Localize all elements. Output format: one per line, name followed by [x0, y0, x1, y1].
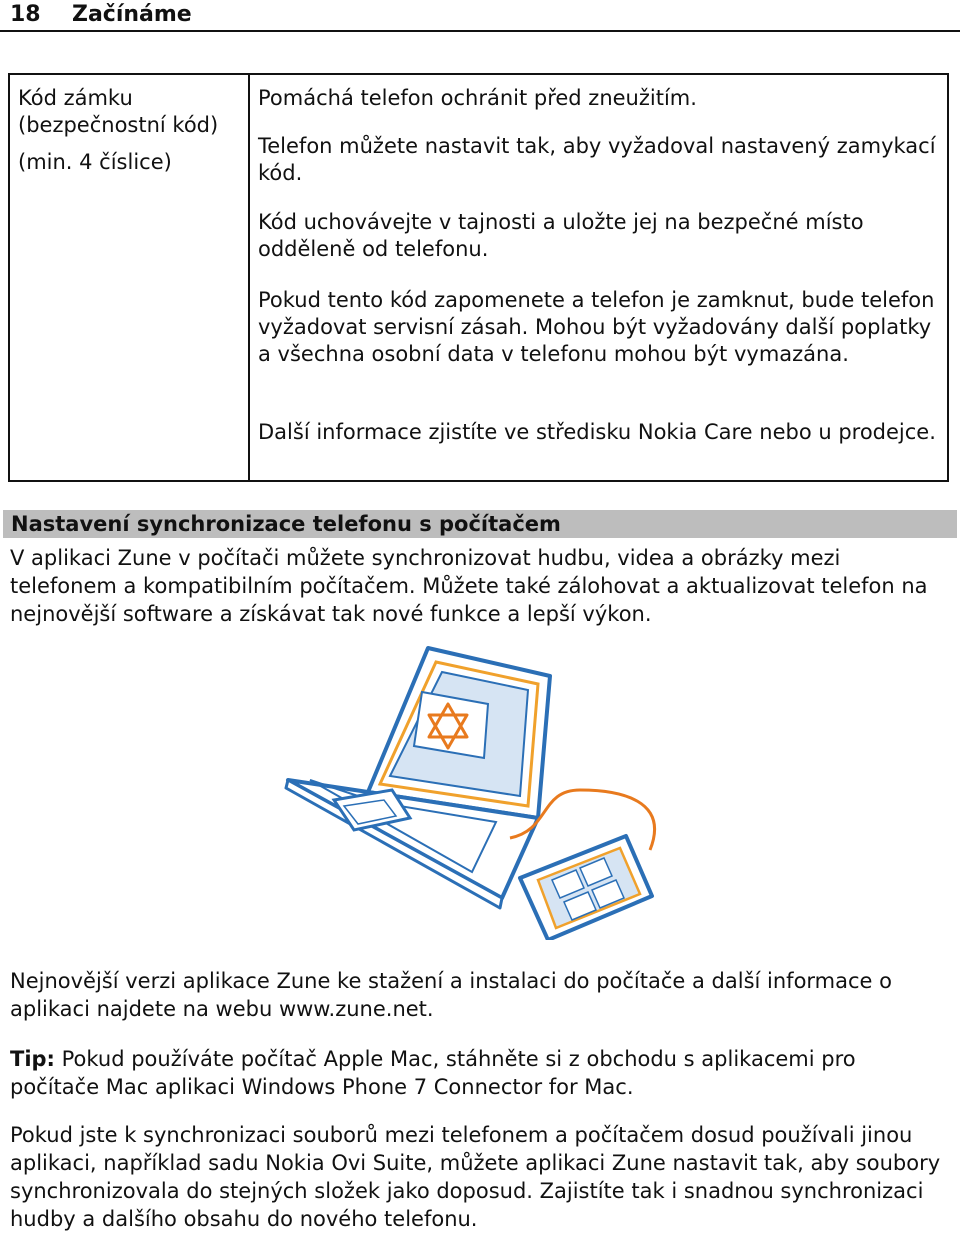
table-label-cell: [10, 75, 250, 480]
lock-code-table: [8, 73, 949, 482]
table-paragraph: Telefon můžete nastavit tak, aby vyžadoval nastavený zamykací kód.: [258, 134, 936, 185]
table-description-cell: [250, 75, 947, 480]
label-line: (bezpečnostní kód): [18, 113, 219, 137]
section-heading-bar: [3, 510, 957, 538]
table-paragraph: Další informace zjistíte ve středisku Nokia Care nebo u prodejce.: [258, 420, 936, 444]
label-line: Kód zámku: [18, 86, 133, 110]
page-number: 18: [10, 2, 41, 27]
tip-label: Tip:: [10, 1047, 55, 1071]
laptop-phone-sync-illustration: [280, 640, 680, 940]
label-line: (min. 4 číslice): [18, 150, 172, 174]
table-paragraph: Pomáchá telefon ochránit před zneužitím.: [258, 86, 697, 110]
lock-code-label: [18, 85, 246, 176]
sync-folders-paragraph: Pokud jste k synchronizaci souborů mezi telefonem a počítačem dosud používali jinou aplikaci, například sadu Nokia Ovi Suite, můžete aplikaci Zune nastavit tak, aby soubory synchronizovala do stejných složek jako doposud. Zajistíte tak i snadnou synchronizaci hudby a dalšího obsahu do nového telefonu.: [10, 1123, 941, 1231]
laptop-icon: [286, 648, 550, 908]
page-header: [0, 0, 960, 32]
section-title: Nastavení synchronizace telefonu s počítačem: [11, 512, 561, 536]
table-paragraph: Pokud tento kód zapomenete a telefon je zamknut, bude telefon vyžadovat servisní zásah. Mohou být vyžadovány další poplatky a všechna osobní data v telefonu mohou být vymazána.: [258, 288, 935, 366]
section-intro: V aplikaci Zune v počítači můžete synchronizovat hudbu, videa a obrázky mezi telefonem a kompatibilním počítačem. Můžete také zálohovat a aktualizovat telefon na nejnovější software a získávat tak nové funkce a lepší výkon.: [10, 546, 928, 626]
tip-text: Pokud používáte počítač Apple Mac, stáhněte si z obchodu s aplikacemi pro počítače Mac aplikaci Windows Phone 7 Connector for Mac.: [10, 1047, 856, 1099]
chapter-title: Začínáme: [72, 2, 192, 27]
table-paragraph: Kód uchovávejte v tajnosti a uložte jej na bezpečné místo odděleně od telefonu.: [258, 210, 864, 261]
sync-illustration-svg: [280, 640, 680, 940]
tip-paragraph: [10, 1045, 950, 1101]
phone-icon: [520, 836, 652, 940]
zune-info-paragraph: Nejnovější verzi aplikace Zune ke stažení a instalaci do počítače a další informace o aplikaci najdete na webu www.zune.net.: [10, 969, 892, 1021]
